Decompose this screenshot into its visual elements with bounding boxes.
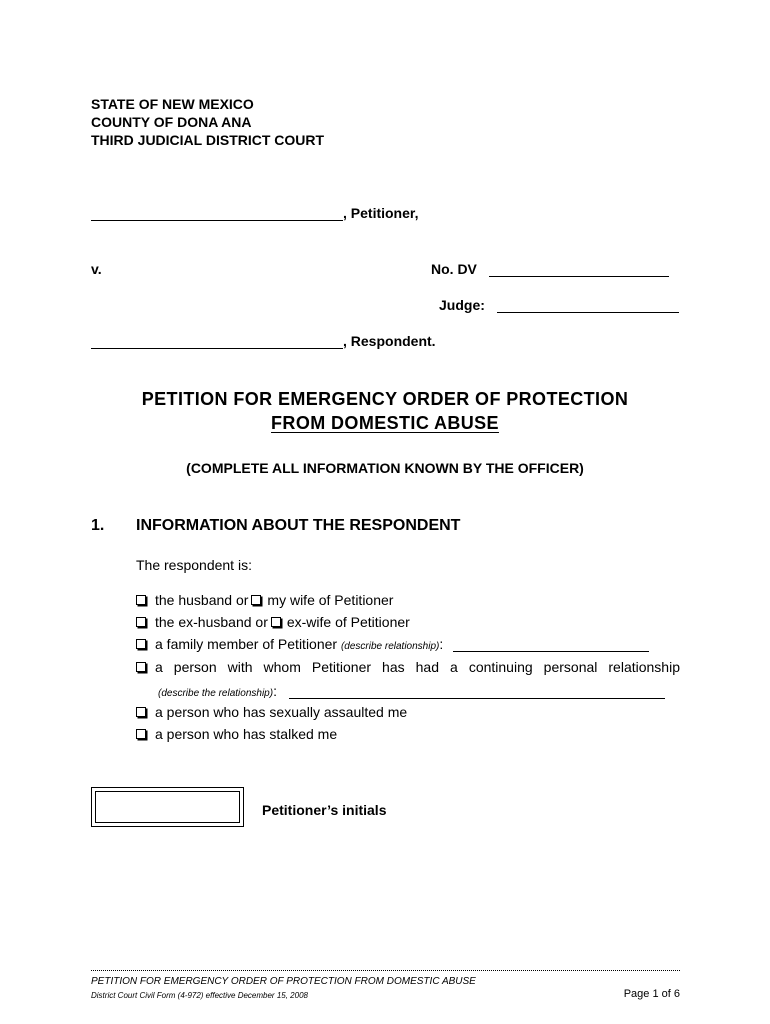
document-title: PETITION FOR EMERGENCY ORDER OF PROTECTION [141,389,629,409]
option-sexual-assault: a person who has sexually assaulted me [136,704,407,720]
family-member-checkbox[interactable] [136,639,146,649]
petitioner-label: , Petitioner, [343,205,419,221]
case-number-line [431,261,669,277]
respondent-line [91,333,436,349]
court-county: COUNTY OF DONA ANA [91,114,252,130]
document-title-line2: FROM DOMESTIC ABUSE [271,413,499,433]
option-family-member: a family member of Petitioner (describe relationship): [136,636,649,652]
continuing-relationship-checkbox[interactable] [136,662,146,672]
court-name: THIRD JUDICIAL DISTRICT COURT [91,132,325,148]
ex-wife-checkbox[interactable] [271,617,281,627]
section-heading: INFORMATION ABOUT THE RESPONDENT [136,517,461,534]
court-state: STATE OF NEW MEXICO [91,96,254,112]
section-intro: The respondent is: [136,557,252,573]
page-number: Page 1 of 6 [623,988,680,1000]
husband-checkbox[interactable] [136,595,146,605]
judge-field[interactable] [497,298,679,313]
wife-checkbox[interactable] [251,595,261,605]
footer-form-title: PETITION FOR EMERGENCY ORDER OF PROTECTION FROM DOMESTIC ABUSE [91,976,476,987]
respondent-name-field[interactable] [91,334,343,349]
option-ex-husband-ex-wife: the ex-husband or ex-wife of Petitioner [136,614,410,630]
footer-divider [91,970,680,971]
document-subtitle: (COMPLETE ALL INFORMATION KNOWN BY THE OFFICER) [186,460,584,476]
versus-label: v. [91,261,102,277]
petitioner-line [91,205,418,221]
court-header [91,95,324,149]
respondent-label: , Respondent. [343,333,436,349]
option-husband-wife: the husband or my wife of Petitioner [136,592,393,608]
judge-line [439,297,679,313]
option-stalked: a person who has stalked me [136,726,337,742]
initials-box-inner [95,791,240,823]
option-continuing-relationship: a person with whom Petitioner has had a continuing personal relationship [136,659,680,675]
initials-label: Petitioner’s initials [262,802,387,818]
case-number-label: No. DV [431,261,477,277]
initials-box[interactable] [91,787,244,827]
stalked-checkbox[interactable] [136,729,146,739]
continuing-relationship-field[interactable] [289,684,665,699]
ex-husband-checkbox[interactable] [136,617,146,627]
judge-label: Judge: [439,297,485,313]
petitioner-name-field[interactable] [91,206,343,221]
section-number: 1. [91,517,105,534]
family-relationship-field[interactable] [453,637,649,652]
case-number-field[interactable] [489,262,669,277]
option-continuing-relationship-detail: (describe the relationship): [158,683,665,699]
sexual-assault-checkbox[interactable] [136,707,146,717]
footer-form-id: District Court Civil Form (4-972) effective December 15, 2008 [91,991,308,1000]
